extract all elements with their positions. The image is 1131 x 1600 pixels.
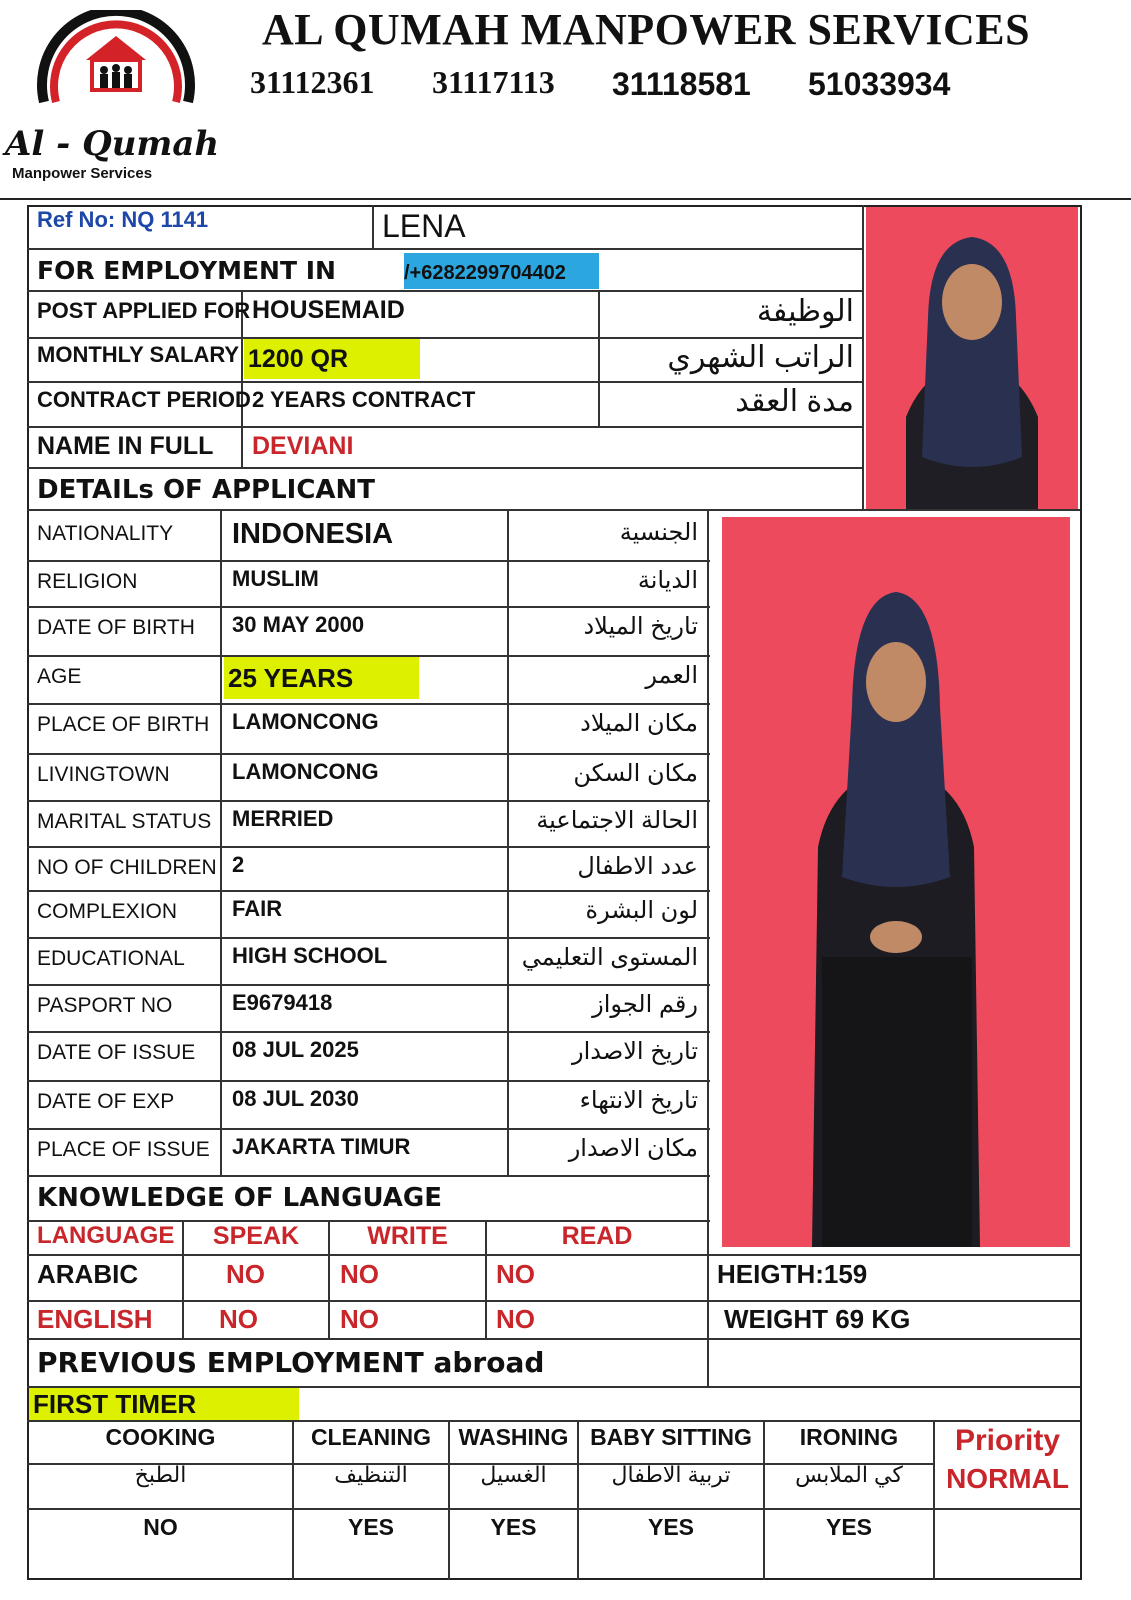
detail-arabic: تاريخ الميلاد <box>583 613 698 640</box>
skill-name: COOKING <box>105 1424 216 1450</box>
detail-value: LAMONCONG <box>232 759 379 784</box>
detail-arabic: الجنسية <box>619 519 698 546</box>
detail-value: JAKARTA TIMUR <box>232 1134 411 1159</box>
contract-arabic: مدة العقد <box>735 385 854 418</box>
skill-name: WASHING <box>458 1424 569 1450</box>
full-body-photo <box>722 517 1070 1247</box>
language-header: LANGUAGE <box>37 1222 175 1249</box>
detail-value: LAMONCONG <box>232 709 379 734</box>
detail-label: DATE OF ISSUE <box>37 1041 196 1064</box>
details-title: DETAILs OF APPLICANT <box>37 475 376 505</box>
read-header: READ <box>561 1222 633 1250</box>
logo-text: Al - Qumah <box>5 124 220 164</box>
english-speak: NO <box>219 1304 258 1334</box>
previous-title: PREVIOUS EMPLOYMENT abroad <box>37 1346 545 1379</box>
post-arabic: الوظيفة <box>756 295 854 328</box>
fullname-label: NAME IN FULL <box>37 432 214 460</box>
logo-subtitle: Manpower Services <box>12 165 153 182</box>
detail-value: INDONESIA <box>232 518 394 550</box>
detail-value: HIGH SCHOOL <box>232 943 388 968</box>
phone-1: 31112361 <box>250 64 375 100</box>
speak-header: SPEAK <box>212 1222 300 1250</box>
contract-value: 2 YEARS CONTRACT <box>252 387 476 412</box>
detail-arabic: الحالة الاجتماعية <box>536 807 698 834</box>
post-value: HOUSEMAID <box>252 296 405 324</box>
detail-arabic: لون البشرة <box>585 897 698 924</box>
salary-label: MONTHLY SALARY <box>37 342 240 367</box>
skill-name: BABY SITTING <box>590 1424 752 1450</box>
detail-label: PASPORT NO <box>37 994 173 1017</box>
detail-value: 2 <box>232 852 245 877</box>
detail-label: PLACE OF ISSUE <box>37 1138 210 1161</box>
detail-label: RELIGION <box>37 570 138 593</box>
skill-value: YES <box>490 1514 537 1540</box>
fullname-value: DEVIANI <box>252 432 354 460</box>
detail-arabic: رقم الجواز <box>592 991 698 1018</box>
weight-value: WEIGHT 69 KG <box>724 1304 911 1334</box>
skill-value: YES <box>647 1514 695 1540</box>
detail-arabic: مكان السكن <box>573 760 698 787</box>
skill-arabic: الطبخ <box>134 1462 187 1487</box>
skill-value: YES <box>347 1514 395 1540</box>
detail-label: DATE OF EXP <box>37 1090 175 1113</box>
detail-label: NO OF CHILDREN <box>37 856 217 879</box>
detail-label: MARITAL STATUS <box>37 810 212 833</box>
english-write: NO <box>340 1304 379 1334</box>
arabic-write: NO <box>340 1259 379 1289</box>
detail-arabic: عدد الاطفال <box>577 853 698 880</box>
company-name: AL QUMAH MANPOWER SERVICES <box>262 5 1031 54</box>
detail-label: PLACE OF BIRTH <box>37 713 210 736</box>
detail-label: DATE OF BIRTH <box>37 616 195 639</box>
detail-arabic: مكان الميلاد <box>580 710 698 737</box>
detail-value: E9679418 <box>232 990 333 1015</box>
write-header: WRITE <box>367 1222 448 1250</box>
arabic-lang: ARABIC <box>37 1259 139 1289</box>
skill-value: YES <box>825 1514 873 1540</box>
contract-label: CONTRACT PERIOD <box>37 387 251 412</box>
detail-arabic: مكان الاصدار <box>568 1135 698 1162</box>
priority-value: NORMAL <box>946 1463 1069 1494</box>
detail-label: COMPLEXION <box>37 900 178 923</box>
nickname: LENA <box>382 208 466 244</box>
language-title: KNOWLEDGE OF LANGUAGE <box>37 1183 442 1213</box>
english-read: NO <box>496 1304 535 1334</box>
ref-number: Ref No: NQ 1141 <box>37 207 209 232</box>
phone-4: 51033934 <box>808 66 951 102</box>
detail-arabic: الديانة <box>637 567 698 594</box>
priority-label: Priority <box>954 1424 1061 1457</box>
employment-label: FOR EMPLOYMENT IN <box>37 256 336 285</box>
detail-value: 08 JUL 2030 <box>232 1086 359 1111</box>
detail-arabic: المستوى التعليمي <box>521 944 698 971</box>
skill-value: NO <box>143 1514 178 1540</box>
detail-value: 25 YEARS <box>224 657 419 699</box>
english-lang: ENGLISH <box>37 1304 153 1334</box>
phone-3: 31118581 <box>612 66 751 102</box>
post-label: POST APPLIED FOR <box>37 298 251 323</box>
arabic-speak: NO <box>226 1259 265 1289</box>
salary-value: 1200 QR <box>244 339 420 379</box>
detail-value: 30 MAY 2000 <box>232 612 365 637</box>
skill-arabic: تربية الاطفال <box>611 1462 731 1487</box>
skill-name: IRONING <box>799 1424 899 1450</box>
detail-value: 08 JUL 2025 <box>232 1037 359 1062</box>
height-value: HEIGTH:159 <box>717 1259 868 1289</box>
detail-arabic: تاريخ الاصدار <box>571 1038 698 1065</box>
detail-arabic: العمر <box>645 662 698 689</box>
skill-arabic: كي الملابس <box>795 1462 903 1487</box>
salary-arabic: الراتب الشهري <box>667 341 854 374</box>
detail-label: AGE <box>37 665 82 688</box>
employment-phone: /+6282299704402 <box>404 253 599 289</box>
detail-value: MUSLIM <box>232 566 319 591</box>
portrait-photo <box>866 207 1078 509</box>
detail-arabic: تاريخ الانتهاء <box>579 1087 698 1114</box>
arabic-read: NO <box>496 1259 535 1289</box>
first-timer-badge: FIRST TIMER <box>29 1388 299 1420</box>
detail-value: FAIR <box>232 896 283 921</box>
header <box>0 0 1131 200</box>
skill-name: CLEANING <box>310 1424 432 1450</box>
detail-label: EDUCATIONAL <box>37 947 185 970</box>
detail-value: MERRIED <box>232 806 334 831</box>
detail-label: NATIONALITY <box>37 522 174 545</box>
company-logo-icon <box>34 10 198 114</box>
skill-arabic: الغسيل <box>480 1462 547 1487</box>
phone-2: 31117113 <box>432 64 555 100</box>
detail-label: LIVINGTOWN <box>37 763 170 786</box>
skill-arabic: التنظيف <box>334 1462 408 1487</box>
